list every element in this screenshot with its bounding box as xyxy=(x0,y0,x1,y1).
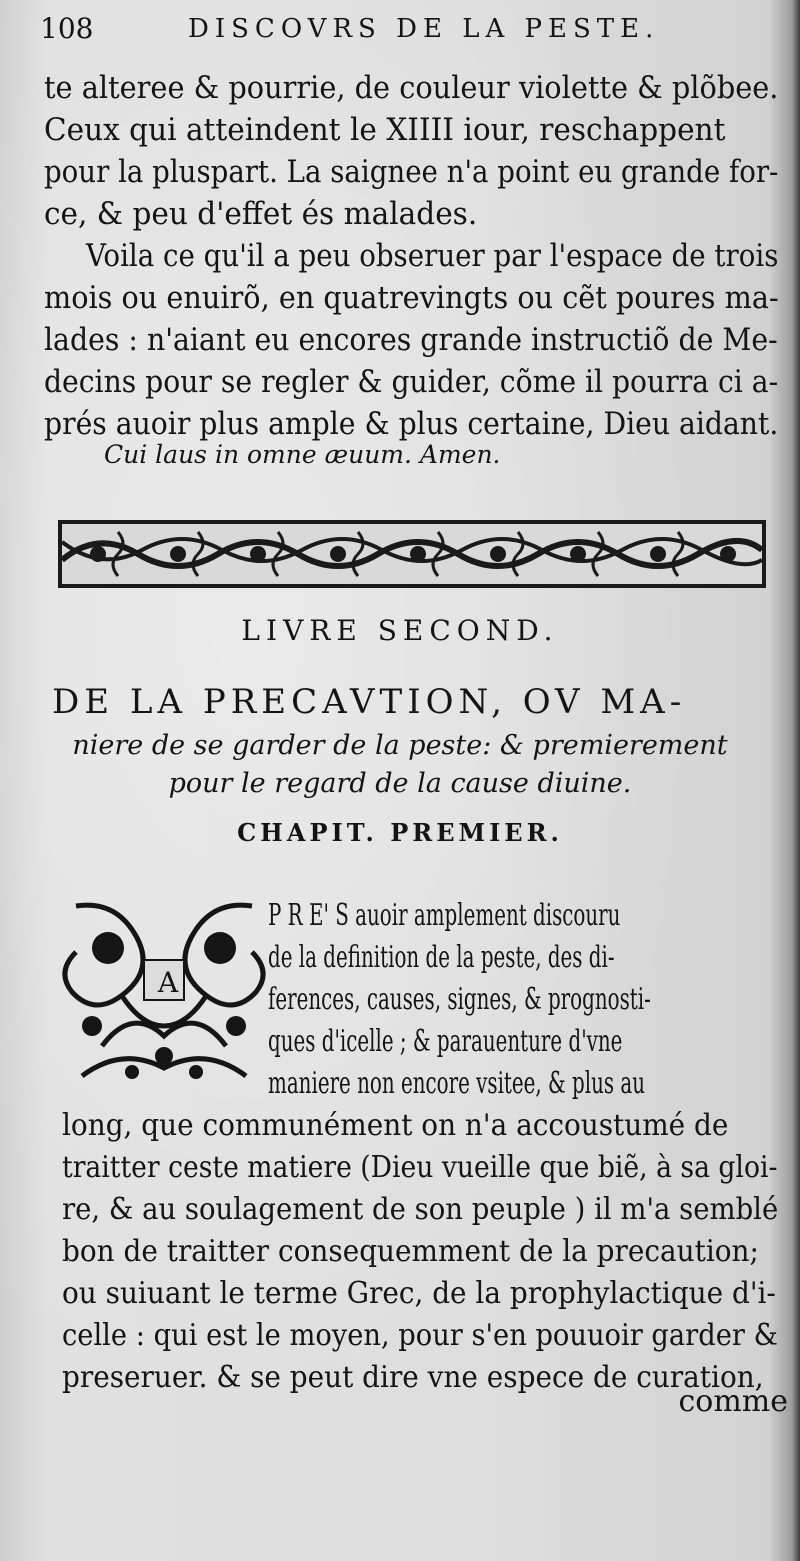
text-line: ou suiuant le terme Grec, de la prophylactique d'i- xyxy=(62,1276,776,1311)
text-line: Voila ce qu'il a peu obseruer par l'espace de trois xyxy=(86,238,779,274)
text-line: preseruer. & se peut dire vne espece de curation, xyxy=(62,1360,764,1395)
text-line: lades : n'aiant eu encores grande instructiõ de Me- xyxy=(44,322,778,358)
text-line: P R E' S auoir amplement discouru xyxy=(268,898,621,933)
book-title: DE LA PRECAVTION, OV MA- xyxy=(52,682,687,722)
running-title: DISCOVRS DE LA PESTE. xyxy=(188,14,660,44)
text-line: ferences, causes, signes, & prognosti- xyxy=(268,982,651,1017)
page-number: 108 xyxy=(40,12,94,45)
text-line: te alteree & pourrie, de couleur violette & plõbee. xyxy=(44,70,779,106)
text-line: re, & au soulagement de son peuple ) il m'a semblé xyxy=(62,1192,779,1227)
text-line: prés auoir plus ample & plus certaine, Dieu aidant. xyxy=(44,406,779,442)
text-line: ques d'icelle ; & parauenture d'vne xyxy=(268,1024,623,1059)
text-line: pour la pluspart. La saignee n'a point eu grande for- xyxy=(44,154,779,190)
text-line: maniere non encore vsitee, & plus au xyxy=(268,1066,646,1101)
text-line: celle : qui est le moyen, pour s'en pouuoir garder & xyxy=(62,1318,778,1353)
book-subtitle-line: niere de se garder de la peste: & premierement xyxy=(72,730,728,761)
text-line: bon de traitter consequemment de la precaution; xyxy=(62,1234,759,1269)
text-line: mois ou enuirõ, en quatrevingts ou cẽt poures ma- xyxy=(44,280,779,316)
ornament-band-icon xyxy=(58,520,766,588)
text-line: Ceux qui atteindent le XIIII iour, reschappent xyxy=(44,112,726,148)
chapter-heading: CHAPIT. PREMIER. xyxy=(237,818,563,847)
text-line: long, que communément on n'a accoustumé de xyxy=(62,1108,729,1143)
text-line: ce, & peu d'effet és malades. xyxy=(44,196,478,232)
text-line: decins pour se regler & guider, cõme il pourra ci a- xyxy=(44,364,779,400)
closing-formula: Cui laus in omne æuum. Amen. xyxy=(104,440,501,469)
page-header xyxy=(40,12,764,52)
initial-letter: A xyxy=(157,966,179,999)
text-line: de la definition de la peste, des di- xyxy=(268,940,615,975)
book-subtitle-line: pour le regard de la cause diuine. xyxy=(168,768,632,799)
text-line: traitter ceste matiere (Dieu vueille que biẽ, à sa gloi- xyxy=(62,1150,778,1185)
book-heading: LIVRE SECOND. xyxy=(241,614,559,647)
catchword: comme xyxy=(678,1384,788,1419)
